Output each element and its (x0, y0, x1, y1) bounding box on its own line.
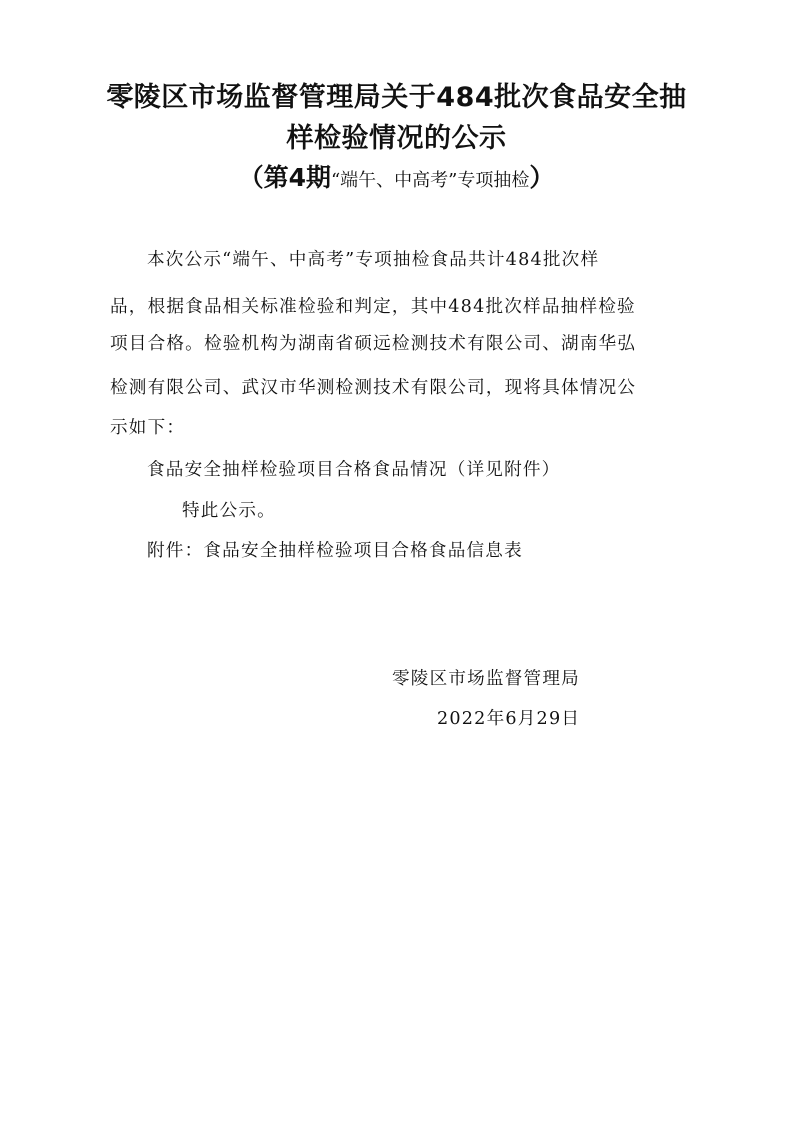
para1-line-5: 示如下： (110, 418, 186, 438)
para3: 特此公示。 (182, 501, 276, 521)
title-line-2: 样检验情况的公示 (286, 123, 507, 154)
signature-org: 零陵区市场监督管理局 (392, 669, 580, 689)
para2: 食品安全抽样检验项目合格食品情况（详见附件） (147, 460, 561, 480)
issue-number: （第4期 (238, 163, 331, 192)
para1-line-3: 项目合格。检验机构为湖南省硕远检测技术有限公司、湖南华弘 (110, 334, 637, 354)
issue-topic: “端午、中高考”专项抽检 (330, 170, 530, 191)
attachment-line: 附件：食品安全抽样检验项目合格食品信息表 (147, 541, 523, 561)
issue-subtitle (80, 158, 713, 194)
issue-close: ） (529, 163, 555, 192)
signature-date: 2022年6月29日 (437, 709, 581, 729)
title-line-1: 零陵区市场监督管理局关于484批次食品安全抽 (106, 82, 687, 113)
para1-line-2: 品，根据食品相关标准检验和判定，其中484批次样品抽样检验 (110, 297, 636, 317)
para1-line-4: 检测有限公司、武汉市华测检测技术有限公司，现将具体情况公 (110, 378, 637, 398)
para1-line-1: 本次公示“端午、中高考”专项抽检食品共计484批次样 (147, 250, 600, 270)
